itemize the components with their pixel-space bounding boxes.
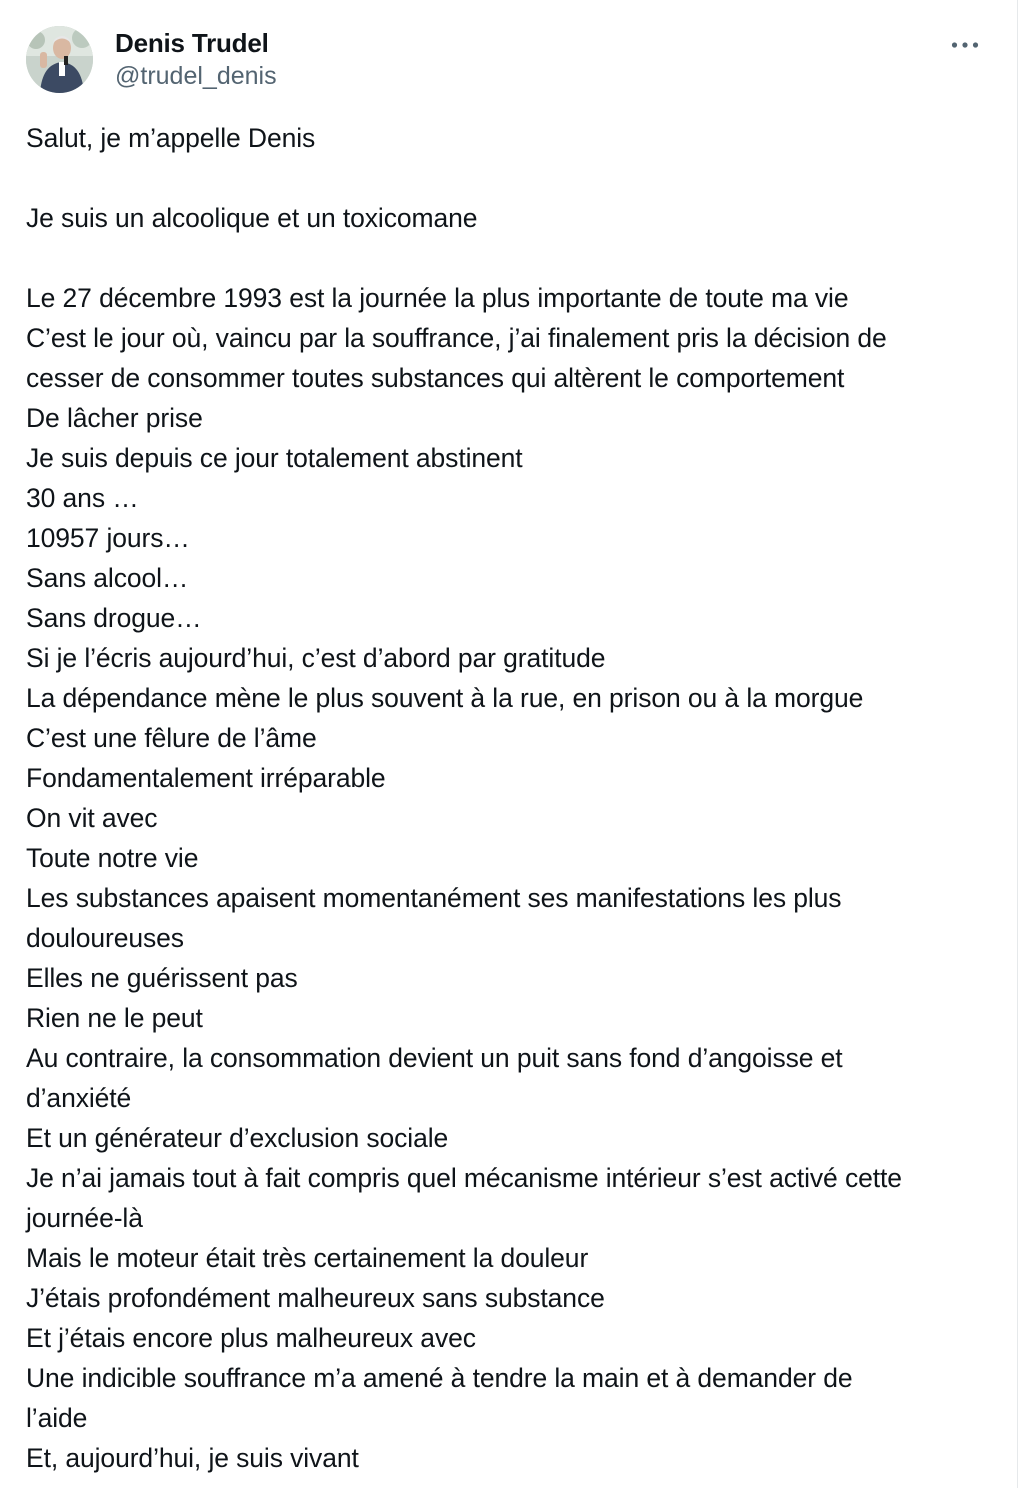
- tweet-line: C’est une fêlure de l’âme: [26, 723, 317, 753]
- tweet-line: Si je l’écris aujourd’hui, c’est d’abord par gratitude: [26, 643, 606, 673]
- avatar[interactable]: [26, 26, 93, 93]
- tweet-line: Et, aujourd’hui, je suis vivant: [26, 1443, 359, 1473]
- tweet-line: 10957 jours…: [26, 523, 190, 553]
- more-options-icon: [951, 41, 979, 49]
- tweet-text: [26, 118, 996, 1478]
- author-names: [115, 27, 277, 93]
- tweet-line: Je suis depuis ce jour totalement abstinent: [26, 443, 523, 473]
- tweet-line: Les substances apaisent momentanément ses manifestations les plus: [26, 883, 842, 913]
- tweet-line: journée-là: [26, 1203, 143, 1233]
- author-handle[interactable]: @trudel_denis: [115, 62, 277, 90]
- tweet-line: Et un générateur d’exclusion sociale: [26, 1123, 449, 1153]
- tweet-line: 30 ans …: [26, 483, 139, 513]
- tweet-line: Rien ne le peut: [26, 1003, 203, 1033]
- tweet-line: douloureuses: [26, 923, 184, 953]
- author-display-name[interactable]: Denis Trudel: [115, 28, 269, 58]
- tweet-line: Sans alcool…: [26, 563, 189, 593]
- tweet-line: De lâcher prise: [26, 403, 203, 433]
- tweet-line: Toute notre vie: [26, 843, 199, 873]
- tweet-line: d’anxiété: [26, 1083, 132, 1113]
- tweet-line: Le 27 décembre 1993 est la journée la plus importante de toute ma vie: [26, 283, 849, 313]
- tweet-line: Je suis un alcoolique et un toxicomane: [26, 203, 478, 233]
- tweet-line: Sans drogue…: [26, 603, 202, 633]
- tweet-blank-line: [26, 158, 996, 198]
- tweet-line: l’aide: [26, 1403, 88, 1433]
- tweet-line: Je n’ai jamais tout à fait compris quel mécanisme intérieur s’est activé cette: [26, 1163, 902, 1193]
- tweet-line: Salut, je m’appelle Denis: [26, 123, 316, 153]
- tweet-line: Une indicible souffrance m’a amené à tendre la main et à demander de: [26, 1363, 853, 1393]
- tweet-line: Au contraire, la consommation devient un puit sans fond d’angoisse et: [26, 1043, 843, 1073]
- tweet-header: [26, 26, 991, 94]
- tweet-line: Elles ne guérissent pas: [26, 963, 298, 993]
- tweet-line: Et j’étais encore plus malheureux avec: [26, 1323, 476, 1353]
- tweet-line: On vit avec: [26, 803, 158, 833]
- more-options-button[interactable]: [945, 32, 985, 58]
- tweet-line: Mais le moteur était très certainement la douleur: [26, 1243, 589, 1273]
- tweet-line: Fondamentalement irréparable: [26, 763, 386, 793]
- tweet-line: J’étais profondément malheureux sans substance: [26, 1283, 605, 1313]
- profile-photo-icon: [26, 26, 93, 93]
- tweet-blank-line: [26, 238, 996, 278]
- tweet-line: C’est le jour où, vaincu par la souffrance, j’ai finalement pris la décision de: [26, 323, 887, 353]
- tweet-line: cesser de consommer toutes substances qui altèrent le comportement: [26, 363, 845, 393]
- tweet-line: La dépendance mène le plus souvent à la rue, en prison ou à la morgue: [26, 683, 864, 713]
